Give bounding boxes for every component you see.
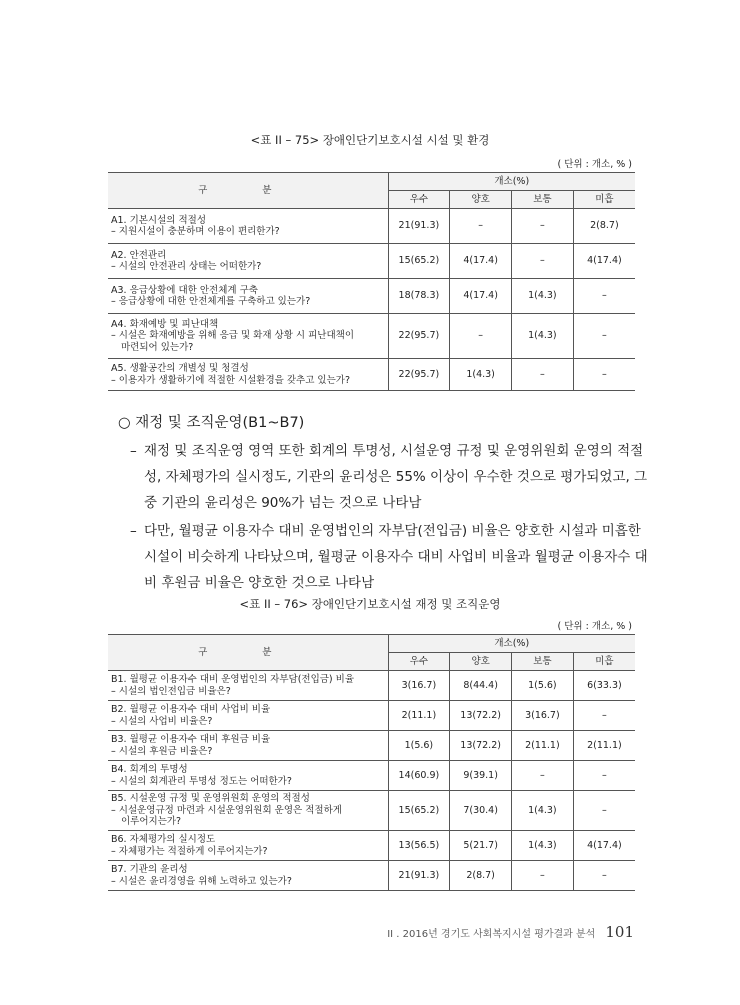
row-label (108, 671, 388, 701)
value-cell: – (573, 861, 635, 891)
row-label (108, 791, 388, 831)
value-cell: 4(17.4) (573, 244, 635, 279)
value-cell: 22(95.7) (388, 314, 450, 359)
row-label (108, 701, 388, 731)
row-label (108, 279, 388, 314)
table-row (108, 731, 635, 761)
section-paragraph (118, 438, 648, 516)
paragraph-text: 다만, 월평균 이용자수 대비 운영법인의 자부담(전입금) 비율은 양호한 시설과 미흡한 시설이 비슷하게 나타났으며, 월평균 이용자수 대비 사업비 비율과 월평균 이용자수 대비 후원금 비율은 양호한 것으로 나타남 (144, 523, 648, 591)
table1-caption: <표 II – 75> 장애인단기보호시설 시설 및 환경 (250, 133, 490, 147)
row-label-line: – 지원시설이 충분하며 이용이 편리한가? (111, 226, 280, 237)
table-row (108, 861, 635, 891)
row-label-line: B4. 회계의 투명성 (111, 764, 188, 775)
row-label-line: A3. 응급상황에 대한 안전체계 구축 (111, 284, 258, 296)
row-label (108, 731, 388, 761)
value-cell: 15(65.2) (388, 791, 450, 831)
dash-bullet: – (130, 523, 137, 539)
row-label (108, 861, 388, 891)
value-cell: 6(33.3) (573, 671, 635, 701)
value-cell: – (512, 359, 574, 391)
row-label-line: B5. 시설운영 규정 및 운영위원회 운영의 적절성 (111, 793, 310, 805)
value-cell: – (573, 314, 635, 359)
footer-text: II . 2016년 경기도 사회복지시설 평가결과 분석 (387, 929, 596, 940)
table-row (108, 359, 635, 391)
row-label-line: – 시설의 회계관리 투명성 정도는 어떠한가? (111, 775, 292, 787)
table-row (108, 791, 635, 831)
table2-unit: ( 단위 : 개소, % ) (557, 621, 632, 632)
page-footer (0, 923, 634, 941)
row-label-line: A2. 안전관리 (111, 249, 167, 261)
value-cell: 4(17.4) (573, 831, 635, 861)
row-label-line: 마련되어 있는가? (121, 341, 194, 353)
column-header: 보통 (512, 191, 574, 209)
row-label-line: – 시설은 화재예방을 위해 응급 및 화재 상황 시 피난대책이 (111, 330, 354, 342)
row-label-line: A4. 화재예방 및 피난대책 (111, 318, 219, 330)
value-cell: 3(16.7) (512, 701, 574, 731)
value-cell: – (573, 279, 635, 314)
row-label (108, 314, 388, 359)
value-cell: 13(72.2) (450, 701, 512, 731)
value-cell: 1(4.3) (512, 314, 574, 359)
row-label-line: A1. 기본시설의 적절성 (111, 214, 207, 226)
value-cell: – (512, 209, 574, 244)
value-cell: – (512, 244, 574, 279)
row-label-line: A5. 생활공간의 개별성 및 청결성 (111, 363, 249, 374)
value-cell: – (450, 209, 512, 244)
column-header: 양호 (450, 191, 512, 209)
dash-bullet: – (130, 443, 137, 459)
row-label-line: B2. 월평균 이용자수 대비 사업비 비율 (111, 704, 271, 715)
value-cell: – (573, 701, 635, 731)
value-cell: – (512, 761, 574, 791)
value-cell: 2(11.1) (573, 731, 635, 761)
value-cell: 1(4.3) (450, 359, 512, 391)
table-row (108, 761, 635, 791)
value-cell: 2(8.7) (573, 209, 635, 244)
table-row (108, 244, 635, 279)
row-label (108, 359, 388, 391)
value-cell: 9(39.1) (450, 761, 512, 791)
value-cell: 18(78.3) (388, 279, 450, 314)
value-cell: 13(56.5) (388, 831, 450, 861)
row-label-line: – 시설운영규정 마련과 시설운영위원회 운영은 적절하게 (111, 804, 342, 816)
row-label (108, 209, 388, 244)
table-row (108, 671, 635, 701)
finance-section (118, 410, 648, 596)
value-cell: 22(95.7) (388, 359, 450, 391)
column-header-label: 구 분 (198, 646, 298, 658)
column-header-gubun (108, 173, 388, 209)
section-paragraph (118, 518, 648, 596)
row-label-line: – 시설의 후원금 비율은? (111, 745, 213, 757)
column-header: 보통 (512, 653, 574, 671)
value-cell: – (450, 314, 512, 359)
column-group-header: 개소(%) (388, 635, 635, 653)
row-label (108, 761, 388, 791)
value-cell: 13(72.2) (450, 731, 512, 761)
value-cell: 1(5.6) (512, 671, 574, 701)
row-label-line: – 시설의 안전관리 상태는 어떠한가? (111, 261, 262, 272)
column-header: 양호 (450, 653, 512, 671)
column-header-gubun (108, 635, 388, 671)
table-row (108, 314, 635, 359)
value-cell: 14(60.9) (388, 761, 450, 791)
column-header: 미흡 (573, 653, 635, 671)
section-heading: ○ 재정 및 조직운영(B1~B7) (118, 415, 305, 431)
value-cell: – (573, 761, 635, 791)
value-cell: 4(17.4) (450, 244, 512, 279)
facility-environment-table (108, 172, 635, 391)
value-cell: 1(4.3) (512, 791, 574, 831)
value-cell: 1(5.6) (388, 731, 450, 761)
column-group-header: 개소(%) (388, 173, 635, 191)
value-cell: – (573, 359, 635, 391)
row-label-line: – 시설의 법인전입금 비율은? (111, 685, 231, 697)
table-row (108, 279, 635, 314)
value-cell: 21(91.3) (388, 861, 450, 891)
finance-organization-table (108, 634, 635, 891)
row-label-line: – 이용자가 생활하기에 적절한 시설환경을 갖추고 있는가? (111, 374, 350, 386)
value-cell: 4(17.4) (450, 279, 512, 314)
value-cell: 2(8.7) (450, 861, 512, 891)
value-cell: 7(30.4) (450, 791, 512, 831)
value-cell: 15(65.2) (388, 244, 450, 279)
value-cell: 1(4.3) (512, 279, 574, 314)
page-number: 101 (605, 923, 634, 941)
value-cell: – (512, 861, 574, 891)
table-row (108, 701, 635, 731)
column-header: 미흡 (573, 191, 635, 209)
value-cell: – (573, 791, 635, 831)
value-cell: 8(44.4) (450, 671, 512, 701)
value-cell: 2(11.1) (388, 701, 450, 731)
value-cell: 2(11.1) (512, 731, 574, 761)
table2-caption: <표 II – 76> 장애인단기보호시설 재정 및 조직운영 (239, 597, 501, 611)
value-cell: 5(21.7) (450, 831, 512, 861)
row-label-line: – 시설의 사업비 비율은? (111, 715, 213, 727)
row-label-line: 이루어지는가? (121, 816, 182, 828)
row-label (108, 244, 388, 279)
row-label (108, 831, 388, 861)
row-label-line: – 응급상황에 대한 안전체계를 구축하고 있는가? (111, 296, 311, 307)
value-cell: 1(4.3) (512, 831, 574, 861)
paragraph-text: 재정 및 조직운영 영역 또한 회계의 투명성, 시설운영 규정 및 운영위원회 운영의 적절성, 자체평가의 실시정도, 기관의 윤리성은 55% 이상이 우수한 것으로 평가되었고, 그중 기관의 윤리성은 90%가 넘는 것으로 나타남 (144, 443, 648, 511)
row-label-line: – 자체평가는 적절하게 이루어지는가? (111, 845, 268, 857)
value-cell: 21(91.3) (388, 209, 450, 244)
table-row (108, 831, 635, 861)
row-label-line: B7. 기관의 윤리성 (111, 864, 188, 875)
row-label-line: B1. 월평균 이용자수 대비 운영법인의 자부담(전입금) 비율 (111, 674, 355, 685)
value-cell: 3(16.7) (388, 671, 450, 701)
column-header-label: 구 분 (198, 184, 298, 196)
column-header: 우수 (388, 653, 450, 671)
table-row (108, 209, 635, 244)
table1-unit: ( 단위 : 개소, % ) (557, 159, 632, 170)
row-label-line: – 시설은 윤리경영을 위해 노력하고 있는가? (111, 875, 292, 887)
column-header: 우수 (388, 191, 450, 209)
row-label-line: B3. 월평균 이용자수 대비 후원금 비율 (111, 734, 271, 745)
row-label-line: B6. 자체평가의 실시정도 (111, 834, 216, 845)
